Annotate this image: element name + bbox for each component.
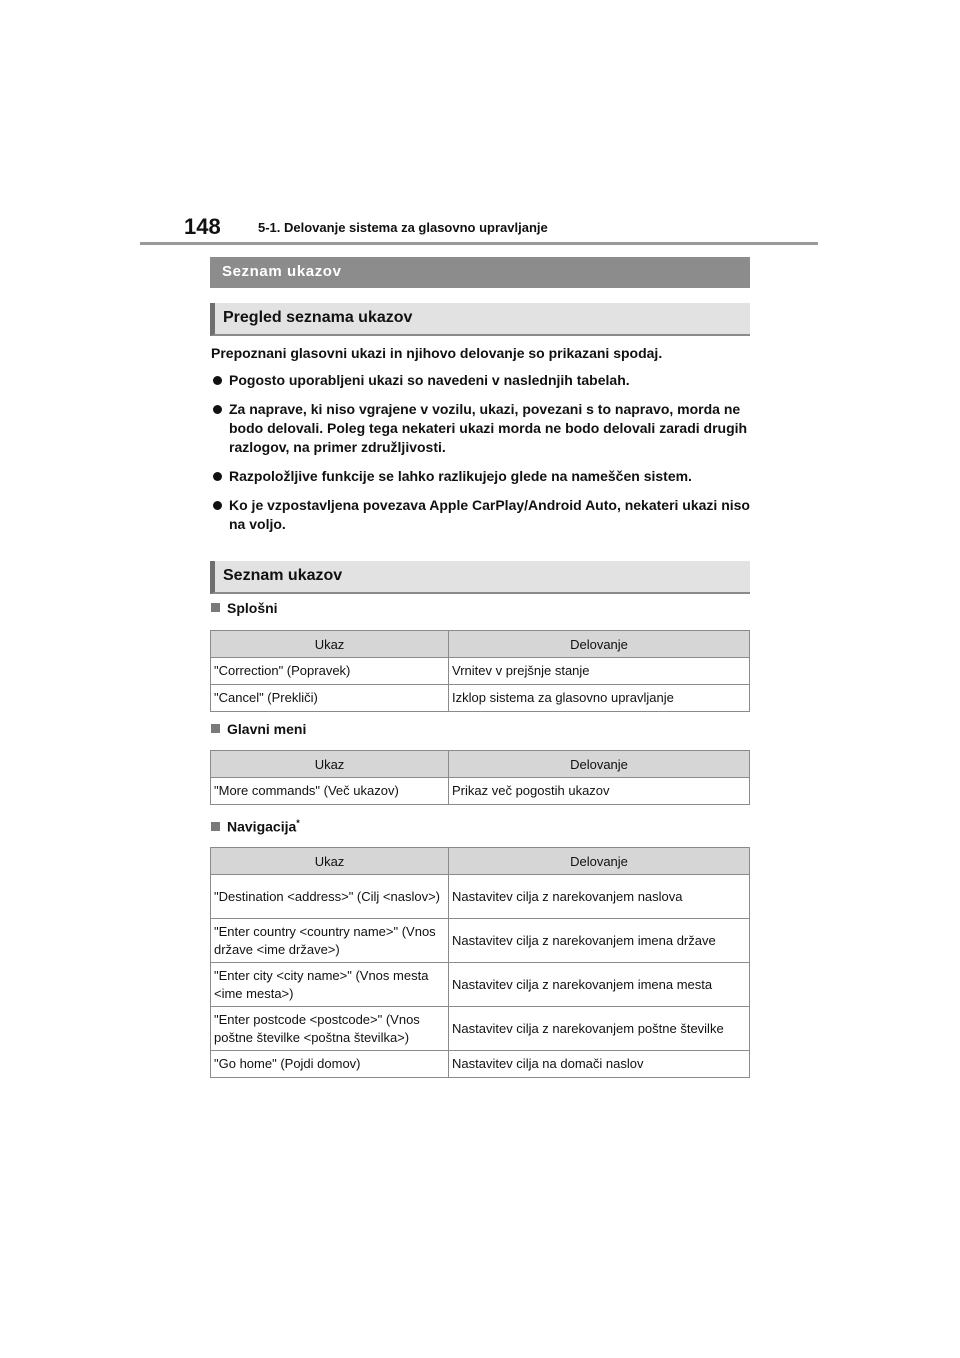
square-icon bbox=[211, 603, 220, 612]
operation-cell: Nastavitev cilja z narekovanjem imena države bbox=[449, 919, 750, 963]
operation-cell: Nastavitev cilja na domači naslov bbox=[449, 1051, 750, 1078]
command-cell: "Cancel" (Prekliči) bbox=[211, 685, 449, 712]
bullet-icon bbox=[213, 472, 222, 481]
navigation-commands-table bbox=[210, 847, 750, 1078]
operation-cell: Prikaz več pogostih ukazov bbox=[449, 778, 750, 805]
category-general: Splošni bbox=[211, 600, 278, 616]
operation-cell: Nastavitev cilja z narekovanjem imena mesta bbox=[449, 963, 750, 1007]
table-row bbox=[211, 963, 750, 1007]
column-header-command: Ukaz bbox=[211, 631, 449, 658]
operation-cell: Nastavitev cilja z narekovanjem naslova bbox=[449, 875, 750, 919]
section-title-bar: Seznam ukazov bbox=[210, 257, 750, 288]
page-number: 148 bbox=[184, 214, 221, 239]
list-item: Za naprave, ki niso vgrajene v vozilu, ukazi, povezani s to napravo, morda ne bodo delovali. Poleg tega nekateri ukazi morda ne bodo delovali zaradi drugih razlogov, na primer združljivosti. bbox=[211, 400, 751, 457]
operation-cell: Izklop sistema za glasovno upravljanje bbox=[449, 685, 750, 712]
bullet-list bbox=[211, 371, 751, 544]
command-list-heading: Seznam ukazov bbox=[210, 561, 750, 594]
column-header-command: Ukaz bbox=[211, 848, 449, 875]
command-cell: "More commands" (Več ukazov) bbox=[211, 778, 449, 805]
table-header-row bbox=[211, 848, 750, 875]
table-header-row bbox=[211, 751, 750, 778]
square-icon bbox=[211, 822, 220, 831]
command-cell: "Correction" (Popravek) bbox=[211, 658, 449, 685]
category-main-menu: Glavni meni bbox=[211, 721, 306, 737]
list-item: Ko je vzpostavljena povezava Apple CarPlay/Android Auto, nekateri ukazi niso na voljo. bbox=[211, 496, 751, 534]
header-rule bbox=[140, 242, 818, 245]
main-menu-commands-table bbox=[210, 750, 750, 805]
table-row bbox=[211, 919, 750, 963]
table-header-row bbox=[211, 631, 750, 658]
command-cell: "Destination <address>" (Cilj <naslov>) bbox=[211, 875, 449, 919]
table-row bbox=[211, 875, 750, 919]
operation-cell: Nastavitev cilja z narekovanjem poštne številke bbox=[449, 1007, 750, 1051]
general-commands-table bbox=[210, 630, 750, 712]
command-cell: "Enter country <country name>" (Vnos države <ime države>) bbox=[211, 919, 449, 963]
list-item: Pogosto uporabljeni ukazi so navedeni v naslednjih tabelah. bbox=[211, 371, 751, 390]
column-header-operation: Delovanje bbox=[449, 751, 750, 778]
table-row bbox=[211, 685, 750, 712]
square-icon bbox=[211, 724, 220, 733]
command-cell: "Enter city <city name>" (Vnos mesta <ime mesta>) bbox=[211, 963, 449, 1007]
table-row bbox=[211, 658, 750, 685]
list-item: Razpoložljive funkcije se lahko razlikujejo glede na nameščen sistem. bbox=[211, 467, 751, 486]
bullet-icon bbox=[213, 376, 222, 385]
column-header-command: Ukaz bbox=[211, 751, 449, 778]
footnote-mark: * bbox=[296, 818, 300, 828]
operation-cell: Vrnitev v prejšnje stanje bbox=[449, 658, 750, 685]
command-cell: "Go home" (Pojdi domov) bbox=[211, 1051, 449, 1078]
table-row bbox=[211, 1007, 750, 1051]
column-header-operation: Delovanje bbox=[449, 631, 750, 658]
column-header-operation: Delovanje bbox=[449, 848, 750, 875]
bullet-icon bbox=[213, 405, 222, 414]
command-cell: "Enter postcode <postcode>" (Vnos poštne številke <poštna številka>) bbox=[211, 1007, 449, 1051]
running-title: 5-1. Delovanje sistema za glasovno upravljanje bbox=[258, 220, 548, 235]
table-row bbox=[211, 778, 750, 805]
table-row bbox=[211, 1051, 750, 1078]
bullet-icon bbox=[213, 501, 222, 510]
intro-text: Prepoznani glasovni ukazi in njihovo delovanje so prikazani spodaj. bbox=[211, 345, 663, 361]
category-navigation: Navigacija* bbox=[211, 818, 300, 835]
overview-heading: Pregled seznama ukazov bbox=[210, 303, 750, 336]
